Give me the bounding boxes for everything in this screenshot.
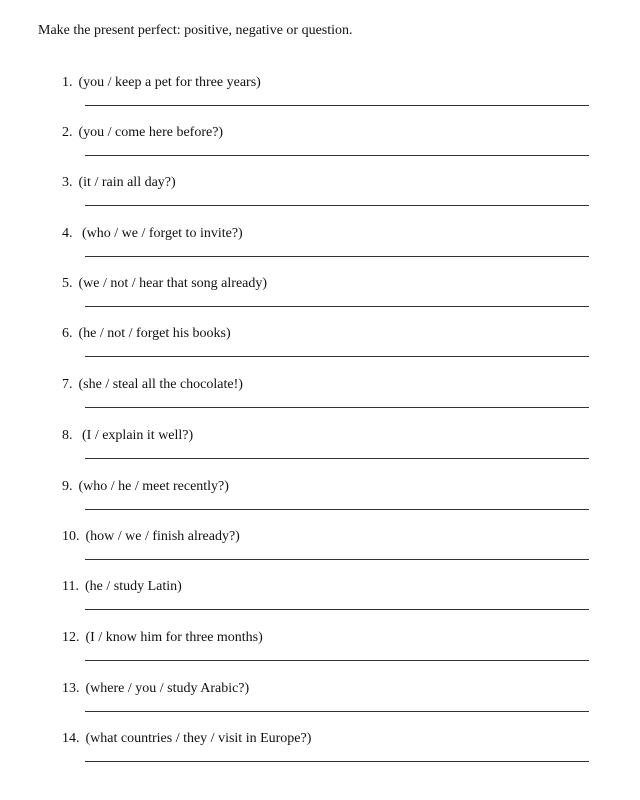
item-number: 12.: [62, 630, 80, 645]
exercise-item-9: [62, 478, 590, 528]
item-prompt: (he / study Latin): [84, 579, 182, 594]
exercise-item-14: [62, 730, 590, 780]
item-number: 5.: [62, 276, 73, 291]
exercise-item-1: [62, 74, 590, 124]
exercise-item-2: [62, 124, 590, 174]
exercise-item-12: [62, 629, 590, 679]
answer-line[interactable]: [85, 609, 589, 610]
exercise-item-4: [62, 225, 590, 275]
item-number: 13.: [62, 681, 80, 696]
exercise-item-8: [62, 427, 590, 477]
item-number: 2.: [62, 125, 73, 140]
item-prompt: (how / we / finish already?): [85, 529, 240, 544]
item-prompt: (you / come here before?): [78, 125, 224, 140]
answer-line[interactable]: [85, 559, 589, 560]
exercise-item-3: [62, 174, 590, 224]
item-prompt: (it / rain all day?): [78, 175, 176, 190]
item-number: 11.: [62, 579, 79, 594]
item-number: 8.: [62, 428, 73, 443]
answer-line[interactable]: [85, 356, 589, 357]
item-prompt: (she / steal all the chocolate!): [78, 377, 243, 392]
item-prompt: (I / know him for three months): [85, 630, 263, 645]
item-prompt: (we / not / hear that song already): [78, 276, 268, 291]
answer-line[interactable]: [85, 407, 589, 408]
exercise-item-5: [62, 275, 590, 325]
answer-line[interactable]: [85, 509, 589, 510]
item-prompt: (who / we / forget to invite?): [78, 226, 243, 241]
worksheet-instruction: Make the present perfect: positive, negative or question.: [38, 23, 353, 38]
exercise-item-11: [62, 578, 590, 628]
answer-line[interactable]: [85, 306, 589, 307]
item-prompt: (you / keep a pet for three years): [78, 75, 261, 90]
answer-line[interactable]: [85, 105, 589, 106]
item-number: 10.: [62, 529, 80, 544]
item-number: 6.: [62, 326, 73, 341]
item-number: 14.: [62, 731, 80, 746]
item-prompt: (I / explain it well?): [78, 428, 194, 443]
answer-line[interactable]: [85, 660, 589, 661]
answer-line[interactable]: [85, 256, 589, 257]
item-number: 1.: [62, 75, 73, 90]
exercise-item-7: [62, 376, 590, 426]
answer-line[interactable]: [85, 205, 589, 206]
item-prompt: (what countries / they / visit in Europe?): [85, 731, 312, 746]
item-prompt: (who / he / meet recently?): [78, 479, 229, 494]
answer-line[interactable]: [85, 458, 589, 459]
item-prompt: (he / not / forget his books): [78, 326, 231, 341]
item-number: 9.: [62, 479, 73, 494]
answer-line[interactable]: [85, 711, 589, 712]
exercise-item-10: [62, 528, 590, 578]
exercise-item-6: [62, 325, 590, 375]
item-prompt: (where / you / study Arabic?): [85, 681, 250, 696]
exercise-item-13: [62, 680, 590, 730]
answer-line[interactable]: [85, 761, 589, 762]
item-number: 3.: [62, 175, 73, 190]
answer-line[interactable]: [85, 155, 589, 156]
item-number: 7.: [62, 377, 73, 392]
item-number: 4.: [62, 226, 73, 241]
